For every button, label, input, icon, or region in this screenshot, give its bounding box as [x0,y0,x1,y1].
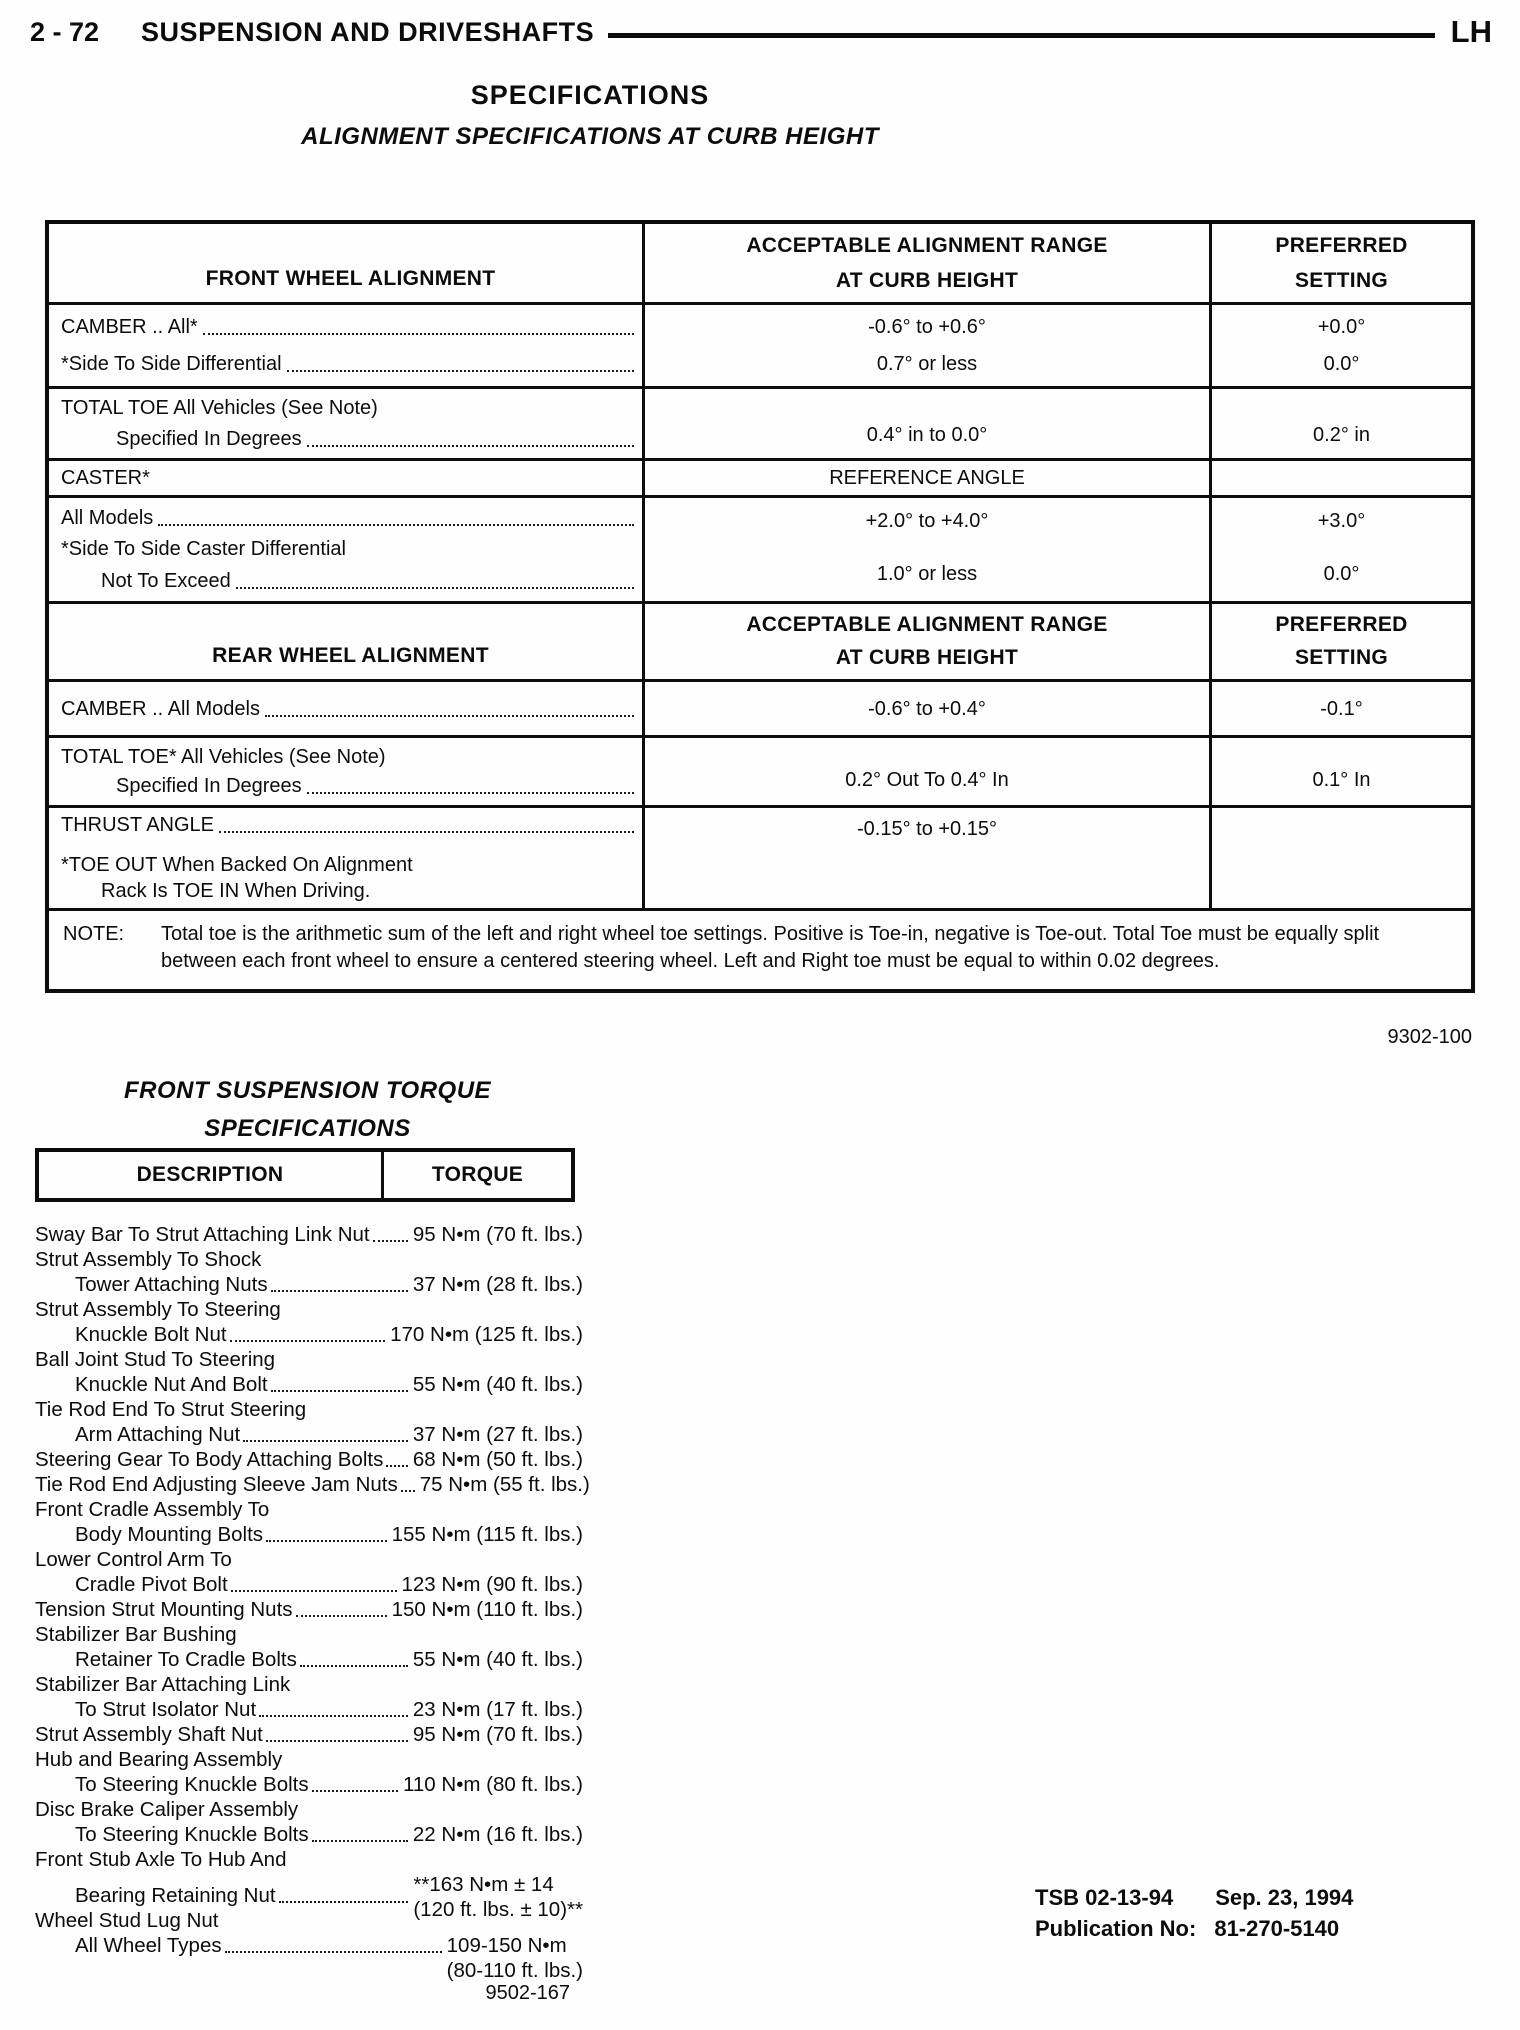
publication-line [1035,1913,1353,1944]
rear-wheel-alignment-header: REAR WHEEL ALIGNMENT [212,644,489,667]
torque-row-line [35,1597,583,1622]
torque-value-line: 37 N•m (28 ft. lbs.) [412,1273,583,1296]
page-title: SPECIFICATIONS [470,80,710,110]
torque-description: Arm Attaching Nut [75,1423,241,1446]
row-label: CASTER* [61,467,150,489]
torque-table-header [35,1148,575,1202]
dotted-leader [401,1490,415,1492]
torque-value [390,1322,583,1347]
torque-value [413,1722,583,1747]
torque-description: Tower Attaching Nuts [75,1273,268,1296]
rear-toe-range [642,738,1209,805]
caster-models-preferred [1209,498,1471,601]
preferred-value: -0.1° [1320,697,1363,720]
dotted-leader [386,1465,408,1467]
torque-table-row [35,1472,590,1497]
dotted-leader [219,831,634,833]
tsb-number: TSB 02-13-94 [1035,1885,1174,1910]
section-title: SUSPENSION AND DRIVESHAFTS [141,16,595,47]
torque-table-row [35,1297,583,1347]
torque-description: Strut Assembly To Shock [35,1248,262,1271]
row-label-line [61,351,640,377]
dotted-leader [300,1665,408,1667]
torque-value [392,1597,583,1622]
header-line: ACCEPTABLE ALIGNMENT RANGE [746,233,1108,257]
torque-value-line: 110 N•m (80 ft. lbs.) [403,1773,583,1796]
torque-value [413,1372,583,1397]
footnote-text: *TOE OUT When Backed On Alignment [61,854,413,876]
preferred-value: 0.1° In [1312,769,1371,791]
title-area [0,80,1180,151]
acceptable-range-header [642,604,1209,679]
torque-row-line [35,1672,583,1697]
row-label-line [61,505,640,531]
torque-value-line: (120 ft. lbs. ± 10)** [413,1898,583,1921]
torque-description: Bearing Retaining Nut [75,1884,276,1907]
front-toe-preferred [1209,389,1471,458]
front-header-row [49,224,1471,302]
dotted-leader [307,445,634,447]
torque-section-title [0,1072,615,1148]
header-line: AT CURB HEIGHT [835,646,1019,670]
row-label-line [61,426,640,452]
page-header [30,14,1492,50]
front-camber-range [642,305,1209,386]
torque-row-line [35,1572,583,1597]
torque-row-line [35,1647,583,1672]
alignment-table [45,220,1475,993]
page-number: 2 - 72 [30,16,100,47]
torque-value-line: 55 N•m (40 ft. lbs.) [412,1648,583,1671]
dotted-leader [158,524,634,526]
torque-row-line [35,1222,583,1247]
front-toe-range [642,389,1209,458]
torque-value [413,1272,583,1297]
row-label-line [61,465,640,491]
torque-table-row [35,1622,583,1672]
row-label-line [61,744,640,770]
row-label: Specified In Degrees [116,427,302,450]
torque-row-line [35,1422,583,1447]
row-footnote-line [61,878,640,904]
torque-row-line [35,1372,583,1397]
torque-table-rows [35,1222,590,1982]
header-line: PREFERRED [1275,233,1408,257]
figure-number-alignment: 9302-100 [1387,1026,1472,1048]
torque-row-line [35,1747,583,1772]
torque-row-line [35,1797,583,1822]
torque-value-line: 55 N•m (40 ft. lbs.) [412,1373,583,1396]
torque-description: Disc Brake Caliper Assembly [35,1798,299,1821]
torque-table-row [35,1722,583,1747]
row-label: Not To Exceed [101,570,231,593]
acceptable-range-header [642,224,1209,302]
row-label-line [61,812,640,838]
torque-value-line: 23 N•m (17 ft. lbs.) [412,1698,583,1721]
torque-value-line: 95 N•m (70 ft. lbs.) [412,1723,583,1746]
rear-total-toe-row [49,735,1471,805]
caster-label [49,461,642,495]
front-toe-labels [49,389,642,458]
dotted-leader [236,587,634,589]
torque-description: To Strut Isolator Nut [75,1698,257,1721]
torque-description: Knuckle Bolt Nut [75,1323,227,1346]
torque-row-line [35,1547,583,1572]
range-value: 0.4° in to 0.0° [866,424,988,446]
torque-row-line [35,1347,583,1372]
dotted-leader [266,1540,387,1542]
header-line: SETTING [1294,646,1389,670]
torque-value-line: 75 N•m (55 ft. lbs.) [419,1473,590,1496]
torque-description: All Wheel Types [75,1934,222,1957]
torque-row-line [35,1297,583,1322]
rear-camber-row [49,679,1471,735]
torque-row-line [35,1522,583,1547]
torque-table-row [35,1447,583,1472]
caster-models-labels [49,498,642,601]
dotted-leader [266,1740,408,1742]
torque-value [413,1822,583,1847]
rear-toe-labels [49,738,642,805]
preferred-value: +0.0° [1317,316,1366,339]
torque-row-line [35,1472,590,1497]
dotted-leader [230,1340,386,1342]
row-label: CAMBER .. All Models [61,697,260,720]
torque-table-row [35,1397,583,1447]
torque-row-line [35,1822,583,1847]
torque-value-line: 37 N•m (27 ft. lbs.) [412,1423,583,1446]
dotted-leader [231,1590,397,1592]
torque-value-line: 109-150 N•m [446,1934,567,1957]
dotted-leader [307,792,634,794]
torque-value [413,1222,583,1247]
row-label: TOTAL TOE All Vehicles (See Note) [61,397,378,420]
dotted-leader [203,333,634,335]
platform-code: LH [1450,14,1492,49]
range-value: -0.6° to +0.6° [868,316,986,339]
torque-description: Wheel Stud Lug Nut [35,1909,219,1932]
torque-value-line: 150 N•m (110 ft. lbs.) [391,1598,583,1621]
row-label-line [61,773,640,799]
torque-description: Lower Control Arm To [35,1548,232,1571]
preferred-value: 0.0° [1323,352,1360,375]
row-label-line [61,568,640,594]
torque-value [413,1447,583,1472]
torque-value-line: (80-110 ft. lbs.) [446,1959,583,1982]
torque-value [413,1697,583,1722]
torque-description: Tension Strut Mounting Nuts [35,1598,293,1621]
range-value: -0.6° to +0.4° [868,697,986,720]
dotted-leader [265,715,634,717]
row-label-line [61,395,640,421]
torque-row-line [35,1322,583,1347]
figure-number-torque: 9502-167 [485,1982,570,2004]
row-label: THRUST ANGLE [61,814,214,836]
row-label: TOTAL TOE* All Vehicles (See Note) [61,745,386,768]
torque-value-line: 170 N•m (125 ft. lbs.) [390,1323,583,1346]
dotted-leader [312,1790,398,1792]
dotted-leader [225,1951,442,1953]
dotted-leader [259,1715,408,1717]
footnote-text: Rack Is TOE IN When Driving. [101,880,371,902]
tsb-date: Sep. 23, 1994 [1215,1885,1354,1910]
preferred-value: +3.0° [1317,510,1366,532]
torque-table-row [35,1247,583,1297]
dotted-leader [279,1901,409,1903]
header-line: SETTING [1294,268,1389,292]
torque-table-row [35,1672,583,1722]
row-footnote-line [61,852,640,878]
dotted-leader [243,1440,408,1442]
row-label: Specified In Degrees [116,775,302,798]
preferred-value: 0.0° [1323,563,1360,585]
torque-description: Sway Bar To Strut Attaching Link Nut [35,1223,370,1246]
torque-description: Steering Gear To Body Attaching Bolts [35,1448,384,1471]
header-line: ACCEPTABLE ALIGNMENT RANGE [746,612,1108,636]
rear-header-row [49,601,1471,679]
range-value: -0.15° to +0.15° [857,818,997,840]
torque-value-line: 95 N•m (70 ft. lbs.) [412,1223,583,1246]
torque-row-line [35,1697,583,1722]
torque-row-line [35,1722,583,1747]
range-value: REFERENCE ANGLE [829,467,1025,489]
dotted-leader [271,1390,408,1392]
torque-description: Stabilizer Bar Attaching Link [35,1673,291,1696]
row-label: *Side To Side Caster Differential [61,538,346,561]
range-value: 0.2° Out To 0.4° In [845,769,1009,791]
torque-description: Front Cradle Assembly To [35,1498,270,1521]
torque-value [413,1647,583,1672]
thrust-angle-row [49,805,1471,908]
header-line: PREFERRED [1275,612,1408,636]
torque-row-line [35,1247,583,1272]
range-value: 1.0° or less [876,563,978,585]
header-line: AT CURB HEIGHT [835,268,1019,292]
torque-value-line: 68 N•m (50 ft. lbs.) [412,1448,583,1471]
torque-description: Strut Assembly Shaft Nut [35,1723,263,1746]
tsb-footer [1035,1882,1353,1944]
preferred-setting-header [1209,224,1471,302]
torque-row-line [35,1497,583,1522]
torque-description: To Steering Knuckle Bolts [75,1823,309,1846]
torque-title-line: FRONT SUSPENSION TORQUE [123,1077,492,1104]
torque-value [413,1422,583,1447]
rear-toe-preferred [1209,738,1471,805]
torque-description: Ball Joint Stud To Steering [35,1348,276,1371]
thrust-angle-labels [49,808,642,908]
torque-table-row [35,1497,583,1547]
torque-row-line [35,1847,583,1872]
torque-description: Hub and Bearing Assembly [35,1748,283,1771]
row-label: CAMBER .. All* [61,316,198,339]
torque-value [392,1522,583,1547]
torque-row-line [35,1272,583,1297]
torque-description: Tie Rod End To Strut Steering [35,1398,307,1421]
caster-models-range [642,498,1209,601]
thrust-angle-range [642,808,1209,908]
caster-reference-row [49,458,1471,495]
row-label: *Side To Side Differential [61,352,282,375]
publication-number: 81-270-5140 [1214,1916,1340,1941]
torque-row-line [35,1933,583,1982]
torque-table-row [35,1347,583,1397]
note-label: NOTE: [63,923,125,945]
torque-table-row [35,1547,583,1597]
torque-value-line: 155 N•m (115 ft. lbs.) [391,1523,583,1546]
rear-camber-label [49,682,642,735]
torque-value [447,1933,583,1983]
torque-table-row [35,1222,583,1247]
torque-table-row [35,1597,583,1622]
header-rule [608,33,1435,38]
torque-description: Tie Rod End Adjusting Sleeve Jam Nuts [35,1473,398,1496]
torque-value-line: 123 N•m (90 ft. lbs.) [401,1573,583,1596]
torque-table-row [35,1747,583,1797]
dotted-leader [271,1290,408,1292]
torque-value [402,1572,584,1597]
torque-value [420,1472,590,1497]
torque-description: To Steering Knuckle Bolts [75,1773,309,1796]
torque-row-line [35,1447,583,1472]
rear-camber-range [642,682,1209,735]
front-camber-row [49,302,1471,386]
rear-camber-preferred [1209,682,1471,735]
caster-preferred [1209,461,1471,495]
row-label-line [61,536,640,562]
row-label-line [61,696,640,722]
torque-value [413,1872,583,1922]
caster-models-row [49,495,1471,601]
torque-value-line: **163 N•m ± 14 [413,1873,554,1896]
dotted-leader [296,1615,387,1617]
row-label-line [61,314,640,340]
table-note-row [49,908,1471,989]
torque-description: Stabilizer Bar Bushing [35,1623,237,1646]
torque-row-line [35,1622,583,1647]
torque-description: Cradle Pivot Bolt [75,1573,228,1596]
dotted-leader [312,1840,408,1842]
dotted-leader [287,370,634,372]
description-column-header: DESCRIPTION [136,1163,284,1186]
front-camber-labels [49,305,642,386]
note-text: Total toe is the arithmetic sum of the left and right wheel toe settings. Positive is Toe-in, negative is Toe-out. Total Toe must be equally split between each front wheel to ensure a centered steering wheel. Left and Right toe must be equal to within 0.02 degrees. [161,923,1380,972]
publication-label: Publication No: [1035,1916,1197,1941]
preferred-setting-header [1209,604,1471,679]
range-value: +2.0° to +4.0° [865,510,989,532]
tsb-line [1035,1882,1353,1913]
range-value: 0.7° or less [876,352,978,375]
torque-description: Strut Assembly To Steering [35,1298,281,1321]
torque-description: Front Stub Axle To Hub And [35,1848,287,1871]
torque-value-line: 22 N•m (16 ft. lbs.) [412,1823,583,1846]
thrust-angle-preferred [1209,808,1471,908]
dotted-leader [373,1240,408,1242]
row-label: All Models [61,506,154,529]
torque-title-line: SPECIFICATIONS [204,1115,411,1142]
front-camber-preferred [1209,305,1471,386]
preferred-value: 0.2° in [1313,424,1370,446]
torque-description: Knuckle Nut And Bolt [75,1373,268,1396]
alignment-subtitle: ALIGNMENT SPECIFICATIONS AT CURB HEIGHT [301,123,879,150]
torque-description: Body Mounting Bolts [75,1523,264,1546]
torque-row-line [35,1772,583,1797]
torque-table-row [35,1797,583,1847]
torque-row-line [35,1397,583,1422]
caster-range [642,461,1209,495]
front-wheel-alignment-header: FRONT WHEEL ALIGNMENT [205,267,496,290]
torque-description: Retainer To Cradle Bolts [75,1648,297,1671]
front-total-toe-row [49,386,1471,458]
torque-value [403,1772,583,1797]
torque-column-header: TORQUE [381,1152,571,1198]
